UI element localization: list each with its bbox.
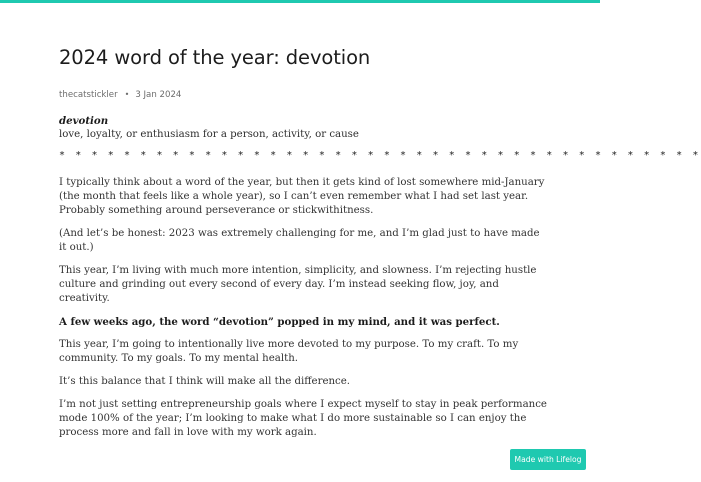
paragraph-devotion-highlight: A few weeks ago, the word “devotion” popped in my mind, and it was perfect. — [59, 316, 500, 328]
post-meta — [59, 88, 549, 102]
paragraph-intention: This year, I’m living with much more intention, simplicity, and slowness. I’m rejecting hustle culture and grinding out every second of every day. I’m instead seeking flow, joy, and creativity. — [59, 265, 537, 304]
post-date: 3 Jan 2024 — [135, 90, 182, 100]
paragraph-devoted: This year, I’m going to intentionally live more devoted to my purpose. To my craft. To my community. To my goals. To my mental health. — [59, 339, 519, 364]
meta-separator: • — [124, 90, 130, 99]
paragraph-sustainable: I’m not just setting entrepreneurship goals where I expect myself to stay in peak performance mode 100% of the year; I’m looking to make what I do more sustainable so I can enjoy the process more and fall in love with my work again. — [59, 399, 547, 438]
definition-block — [59, 114, 549, 142]
accent-top-bar — [0, 0, 600, 3]
post-title: 2024 word of the year: devotion — [59, 46, 371, 69]
section-divider: * * * * * * * * * * * * * * * * * * * * * * * * * * * * * * * * * * * * * * * * — [59, 150, 701, 161]
paragraph-intro: I typically think about a word of the year, but then it gets kind of lost somewhere mid-January (the month that feels like a whole year), so I can’t even remember what I had set last year. Probably something around perseverance or stickwithitness. — [59, 177, 545, 216]
post-article — [59, 44, 701, 440]
definition-word: devotion — [59, 115, 109, 127]
definition-text: love, loyalty, or enthusiasm for a person, activity, or cause — [59, 129, 359, 140]
paragraph-2023: (And let’s be honest: 2023 was extremely challenging for me, and I’m glad just to have made it out.) — [59, 228, 540, 253]
paragraph-balance: It’s this balance that I think will make all the difference. — [59, 376, 351, 387]
made-with-lifelog-button[interactable]: Made with Lifelog — [510, 449, 586, 470]
author-name[interactable]: thecatstickler — [59, 90, 118, 100]
